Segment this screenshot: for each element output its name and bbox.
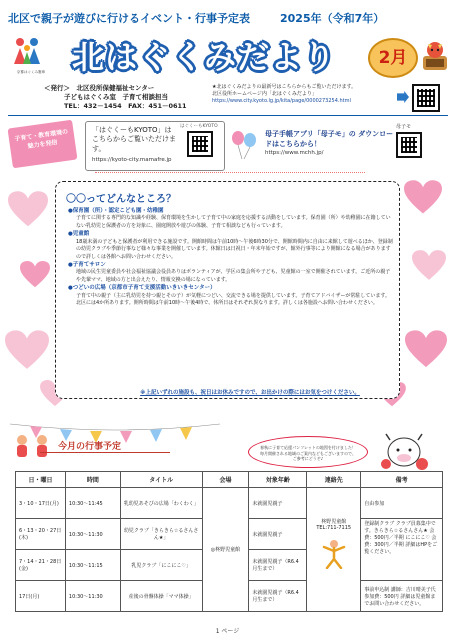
decor-line [95, 172, 365, 173]
qr-code-kitahagukumi[interactable] [412, 84, 440, 112]
contact-text: 柊野児童館 TEL:711-7115 [316, 519, 352, 531]
boshimo-label: 母子モ [396, 124, 412, 130]
boshimo-text: 母子手帳アプリ「母子モ」の ダウンロードはこちらから！ [265, 130, 394, 148]
exercise-person-icon [322, 539, 346, 569]
hagukumo-url[interactable]: https://kyoto-city.mamafre.jp [92, 157, 172, 164]
publisher-phone: TEL：432－1454 FAX：451－0611 [64, 102, 187, 110]
col-header: 連絡先 [307, 472, 361, 488]
venue-cell: ◎柊野児童館 [202, 488, 249, 612]
schedule-title-underline [40, 452, 170, 453]
title-cell: 乳児クラブ「にこにこ♡」 [120, 550, 202, 581]
qr-code-boshimo[interactable] [396, 132, 422, 158]
section-heading: ●児童館 [68, 231, 90, 238]
oni-mask-icon [420, 40, 450, 72]
section-text: 子育て中の親子（主に乳幼児を持つ親とその子）が気軽につどい、交流できる場を提供しています。子育てアドバイザーが常駐しています。北区には4か所あります。開所時間は午前10時～午後4時で、休所日はそれぞれ異なります。詳しくは各施設へお問い合わせください。 [76, 292, 391, 306]
heart-icon [405, 330, 447, 370]
holiday-notice: ※上記いずれの施設も、祝日はお休みですので、お出かけの際にはお気をつけください。 [140, 390, 360, 396]
section-heading: ●子育てサロン [68, 262, 106, 268]
heart-icon [20, 260, 50, 290]
publisher-info [44, 83, 209, 110]
heart-icon [412, 250, 446, 282]
heart-icon [8, 190, 48, 230]
section-text: 地域の民生児童委員や社会福祉協議会役員ありはボランティアが、学区の集会所や子ども、児童館の一室で開催されています。ご近所の親子や先輩ママ、地域の方と出会えたり、情報交換の場になっています。 [76, 269, 391, 283]
balloons-icon [228, 128, 260, 160]
time-cell: 10:30～11:15 [65, 550, 120, 581]
table-header-row [16, 472, 443, 488]
note-cell: 事前申込制 講師：吉川晴美子氏 参加費：500円 詳細は児童館までお問い合わせください。 [361, 581, 443, 612]
web-info [212, 84, 397, 112]
masthead-title: 北はぐくみだより [72, 38, 337, 76]
header-divider [8, 115, 448, 116]
section-text: 18歳未満の子どもと保護者が利用できる施設です。開館時間は午前10時～午後6時30分で、開館時間内に自由に来館して遊べるほか、登録制の幼児クラブや季節行事など様々な事業を開催しています。休館日は日祝日・年末年始ですが、館外行事等により開館になる場合がありますので詳しくは各館へお問い合わせください。 [76, 238, 393, 260]
heart-icon [404, 180, 442, 216]
heart-icon [5, 330, 49, 372]
age-cell: 未就園児親子（R6.4月生まで） [249, 581, 307, 612]
age-cell: 未就園児親子 [249, 488, 307, 519]
logo-caption: 京都はぐくみ憲章 [17, 70, 45, 74]
contact-cell [307, 488, 361, 612]
boshimo-box [265, 130, 395, 157]
title-cell: 乳幼児あそびの広場「わくわく」 [120, 488, 202, 519]
section-heading: ●つどいの広場（京都市子育て支援活動いきいきセンター） [68, 285, 216, 292]
date-cell: 7・14・21・28日(金) [16, 550, 66, 581]
month-badge: 2月 [368, 38, 418, 78]
hagukumo-text: 「はぐくーもKYOTO」は こちらからご覧いただけます。 [92, 126, 176, 153]
age-cell: 未就園児親子 [249, 519, 307, 550]
about-body [68, 207, 393, 308]
cow-mascot-icon [378, 432, 430, 472]
issue-year: 2025年（令和7年） [280, 12, 385, 25]
qr-code-hagukumo[interactable] [187, 131, 213, 157]
section-text: 子育てに関する専門的な知識や経験、保育環境を生かして子育て中の家庭を応援する活動をしています。保育園（所）や幼稚園に在籍していない乳幼児と保護者の方を対象に、園庭開放や遊びの体験、子育て相談なども行っています。 [76, 215, 391, 229]
date-cell: 6・13・20・27日(木) [16, 519, 66, 550]
schedule-title: 今月の行事予定 [58, 442, 122, 452]
page-number: 1 ページ [215, 628, 240, 635]
publisher-line-2: 子どもはぐくみ室 子育て相談担当 [64, 93, 168, 101]
col-header: 会場 [202, 472, 249, 488]
time-cell: 10:30～11:30 [65, 519, 120, 550]
top-title: 北区で親子が遊びに行けるイベント・行事予定表 [8, 12, 250, 25]
time-cell: 10:30～11:45 [65, 488, 120, 519]
col-header: 時間 [65, 472, 120, 488]
boshimo-url[interactable]: https://www.mchh.jp/ [265, 149, 324, 156]
web-url[interactable]: https://www.city.kyoto.lg.jp/kita/page/0000273254.html [212, 97, 351, 104]
age-cell: 未就園児親子（R6.4月生まで） [249, 550, 307, 581]
web-line-1: ★北はぐくみだよりの最新号はこちらからもご覧いただけます。 [212, 84, 357, 90]
time-cell: 10:30～11:30 [65, 581, 120, 612]
hagukumo-label: はぐくーもKYOTO [180, 124, 218, 129]
date-cell: 3・10・17日(月) [16, 488, 66, 519]
table-row [16, 488, 443, 519]
date-cell: 17日(月) [16, 581, 66, 612]
pamphlet-note: 春秋に子育て応援パンフレットの地図を付けました！毎月開催される地域のご案内などもございますので、ご参考にどうぞ♪ [248, 436, 368, 468]
publisher-line-1: ＜発行＞ 北区役所保健福祉センター [44, 84, 155, 92]
kosodate-badge: 子育て・教育環境の魅力を発信 [8, 120, 78, 169]
about-title: 〇〇ってどんなところ？ [66, 194, 176, 205]
schedule-table [15, 471, 443, 612]
note-cell: 自由参加 [361, 488, 443, 519]
note-cell: 登録制クラブ クラブ員募集中です。きらきら☆るさんさん★ 会費：500円／半期 にこにこ♡ 会費：300円／半期 詳細はHPをご覧ください。 [361, 519, 443, 581]
col-header: 対象年齢 [249, 472, 307, 488]
title-cell: 産後の骨盤体操「ママ体操」 [120, 581, 202, 612]
children-icon [12, 432, 56, 460]
arrow-right-icon [397, 91, 409, 103]
col-header: 日・曜日 [16, 472, 66, 488]
web-line-2: 北区役所ホームページ内「北はぐくみだより」 [212, 90, 317, 97]
col-header: タイトル [120, 472, 202, 488]
section-heading: ●保育園（所）・認定こども園・幼稚園 [68, 208, 164, 214]
hagukumi-logo [10, 34, 44, 68]
col-header: 備考 [361, 472, 443, 488]
title-cell: 幼児クラブ「きらきら☆るさんさん★」 [120, 519, 202, 550]
